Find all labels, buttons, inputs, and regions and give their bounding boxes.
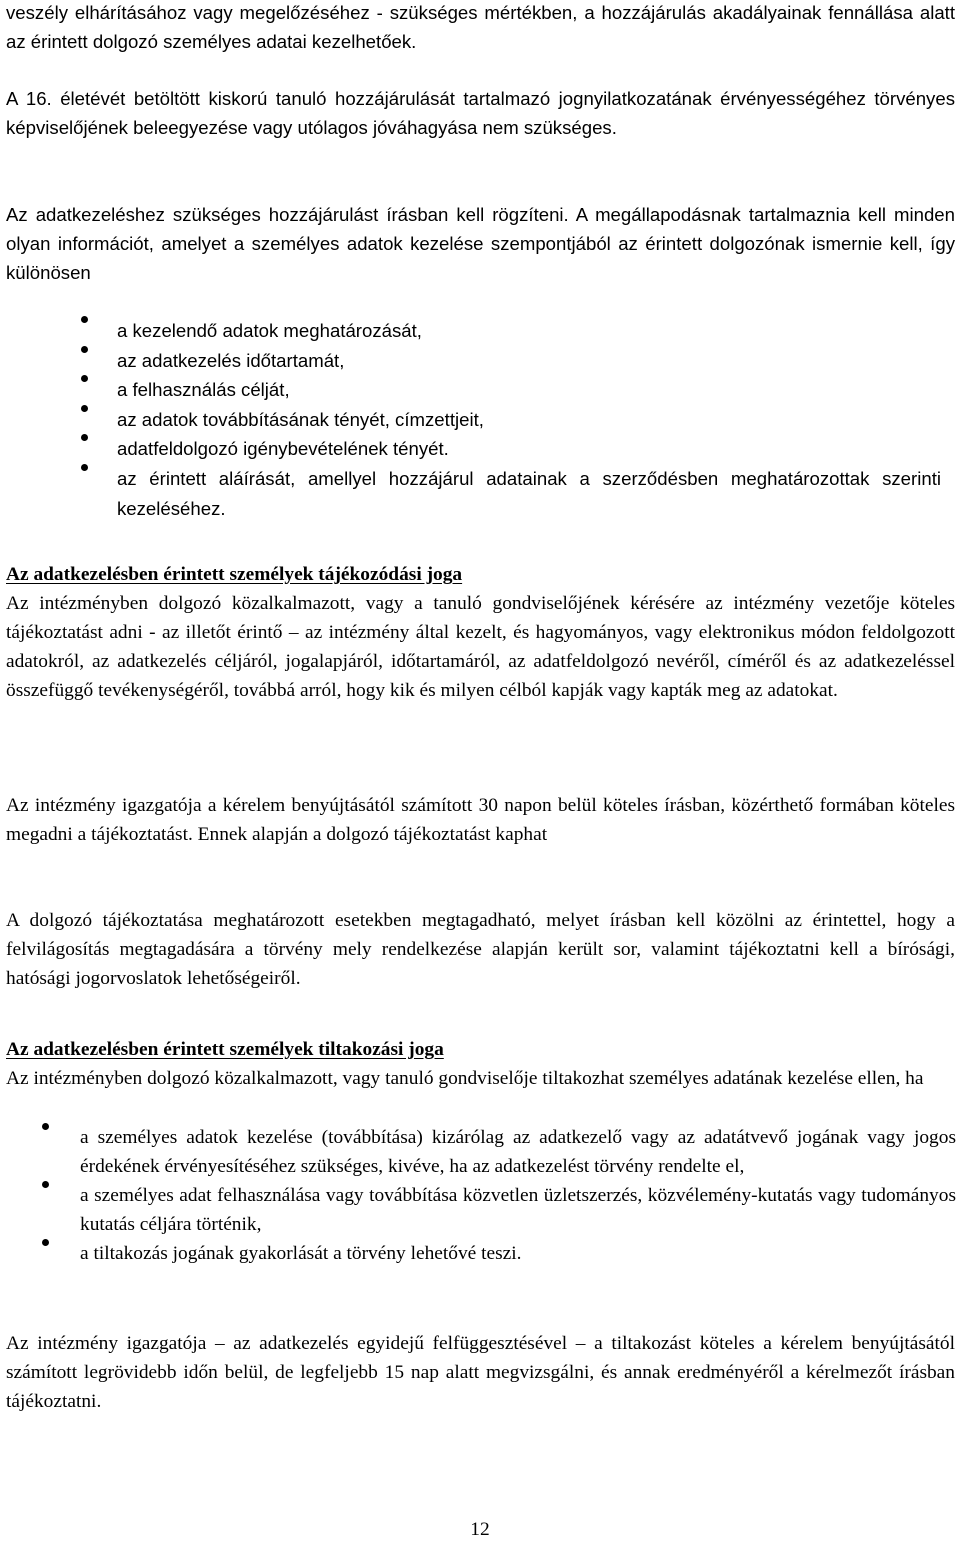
list-item: adatfeldolgozó igénybevételének tényét. [117, 434, 941, 464]
list-item: az adatkezelés időtartamát, [117, 346, 941, 376]
list-item: az adatok továbbításának tényét, címzettjeit, [117, 405, 941, 435]
objection-cases-list [80, 1123, 956, 1268]
bullet-icon [42, 1239, 49, 1246]
list-item: a kezelendő adatok meghatározását, [117, 316, 941, 346]
list-item: az érintett aláírását, amellyel hozzájárul adatainak a szerződésben meghatározottak szerinti kezeléséhez. [117, 464, 941, 523]
bullet-icon [81, 434, 88, 441]
paragraph-intro-continuation: veszély elhárításához vagy megelőzéséhez - szükséges mértékben, a hozzájárulás akadályainak fennállása alatt az érintett dolgozó személyes adatai kezelhetőek. [6, 2, 955, 52]
bullet-icon [81, 464, 88, 471]
bullet-icon [81, 405, 88, 412]
paragraph-objection-intro: Az intézményben dolgozó közalkalmazott, vagy tanuló gondviselője tiltakozhat személyes adatának kezelése ellen, ha [6, 1068, 924, 1089]
paragraph-refusal: A dolgozó tájékoztatása meghatározott esetekben megtagadható, melyet írásban kell közölni az érintettel, hogy a felvilágosítás megtagadására a törvény mely rendelkezése alapján került sor, valamint tájékoztatni kell a bírósági, hatósági jogorvoslatok lehetőségeiről. [6, 910, 955, 989]
bullet-icon [81, 346, 88, 353]
list-item: a személyes adatok kezelése (továbbítása) kizárólag az adatkezelő vagy az adatátvevő jogának vagy jogos érdekének érvényesítéséhez szükséges, kivéve, ha az adatkezelést törvény rendelte el, [80, 1123, 956, 1181]
bullet-icon [81, 375, 88, 382]
bullet-icon [42, 1123, 49, 1130]
bullet-icon [42, 1181, 49, 1188]
bullet-icon [81, 316, 88, 323]
agreement-contents-list [117, 316, 941, 523]
list-item: a tiltakozás jogának gyakorlását a törvény lehetővé teszi. [80, 1239, 956, 1268]
paragraph-minor-consent: A 16. életévét betöltött kiskorú tanuló hozzájárulását tartalmazó jognyilatkozatának érvényességéhez törvényes képviselőjének beleegyezése vagy utólagos jóváhagyása nem szükséges. [6, 88, 955, 138]
section-heading-objection-right: Az adatkezelésben érintett személyek tiltakozási joga [6, 1039, 444, 1060]
paragraph-information-request: Az intézményben dolgozó közalkalmazott, vagy a tanuló gondviselőjének kérésére az intézmény vezetője köteles tájékoztatást adni - az illetőt érintő – az intézmény által kezelt, és hagyományos, vagy elektronikus módon feldolgozott adatokról, az adatkezelés céljáról, jogalapjáról, időtartamáról, az adatfeldolgozó nevéről, címéről és az adatkezeléssel összefüggő tevékenységéről, továbbá arról, hogy kik és milyen célból kapják vagy kapták meg az adatokat. [6, 593, 955, 701]
list-item: a felhasználás célját, [117, 375, 941, 405]
list-item: a személyes adat felhasználása vagy továbbítása közvetlen üzletszerzés, közvélemény-kutatás vagy tudományos kutatás céljára történik, [80, 1181, 956, 1239]
paragraph-objection-handling: Az intézmény igazgatója – az adatkezelés egyidejű felfüggesztésével – a tiltakozást köteles a kérelem benyújtásától számított legrövidebb időn belül, de legfeljebb 15 nap alatt megvizsgálni, és annak eredményéről a kérelmezőt írásban tájékoztatni. [6, 1333, 955, 1412]
paragraph-written-consent: Az adatkezeléshez szükséges hozzájárulást írásban kell rögzíteni. A megállapodásnak tartalmaznia kell minden olyan információt, amelyet a személyes adatok kezelése szempontjából az érintett dolgozónak ismernie kell, így különösen [6, 204, 955, 283]
paragraph-deadline: Az intézmény igazgatója a kérelem benyújtásától számított 30 napon belül köteles írásban, közérthető formában köteles megadni a tájékoztatást. Ennek alapján a dolgozó tájékoztatást kaphat [6, 795, 955, 845]
section-heading-information-right: Az adatkezelésben érintett személyek tájékozódási joga [6, 564, 463, 585]
page-number: 12 [470, 1519, 490, 1540]
